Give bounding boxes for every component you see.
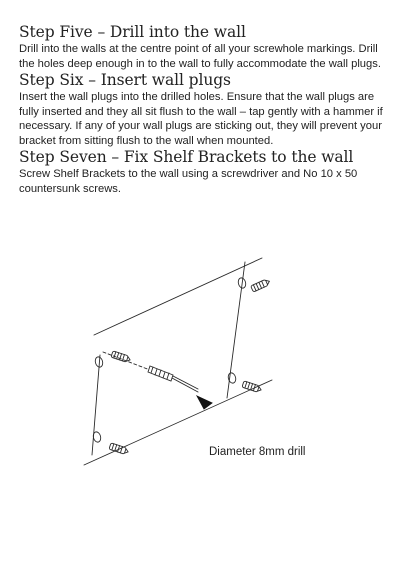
diagram-caption: Diameter 8mm drill [209,446,306,458]
wall-plug-top-left [111,351,131,363]
step-seven-heading: Step Seven – Fix Shelf Brackets to the wall [19,148,354,166]
wall-guide-lines [84,258,272,465]
wall-plug-top-right [251,278,271,292]
step-six-heading: Step Six – Insert wall plugs [19,71,231,89]
step-five-heading: Step Five – Drill into the wall [19,23,246,41]
step-seven-text: Screw Shelf Brackets to the wall using a screwdriver and No 10 x 50 countersunk screws. [19,168,358,195]
drill-bit-icon [103,352,212,409]
step-six-text: Insert the wall plugs into the drilled holes. Ensure that the wall plugs are fully inserted and they all sit flush to the wall – tap gently with a hammer if necessary. If any of your wall plugs are sticking out, they will prevent your bracket from sitting flush to the wall when mounted. [19,91,383,147]
wall-plug-bottom-right [242,381,262,393]
step-five-text: Drill into the walls at the centre point of all your screwhole markings. Drill the holes deep enough in to the wall to fully accommodate the wall plugs. [19,43,381,70]
drilled-holes [92,277,247,443]
